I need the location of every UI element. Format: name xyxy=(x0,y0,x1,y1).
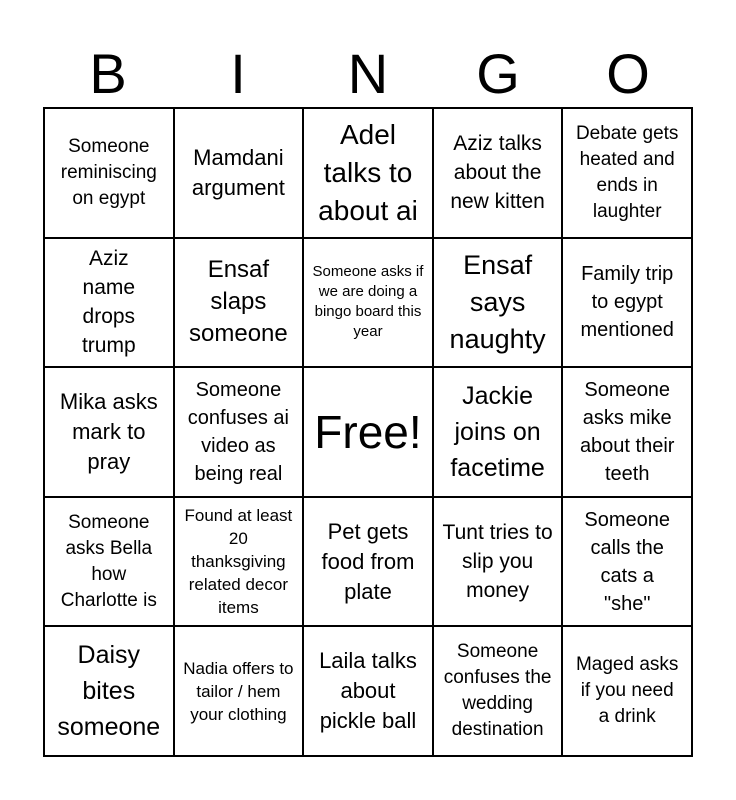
cell-text: Someone asks Bella how Charlotte is xyxy=(60,511,157,611)
bingo-cell[interactable] xyxy=(562,367,692,497)
cell-text: Adel talks to about ai xyxy=(318,118,418,226)
bingo-board xyxy=(43,107,693,757)
header-letter-g: G xyxy=(476,42,520,105)
cell-text: Pet gets food from plate xyxy=(321,518,415,604)
cell-text: Someone confuses the wedding destination xyxy=(443,641,552,741)
bingo-cell[interactable] xyxy=(562,497,692,627)
cell-text: Family trip to egypt mentioned xyxy=(580,263,674,342)
header-letter-b: B xyxy=(89,42,127,105)
cell-text: Debate gets heated and ends in laughter xyxy=(575,122,679,222)
cell-text: Maged asks if you need a drink xyxy=(575,654,679,728)
bingo-cell[interactable] xyxy=(303,626,433,756)
cell-text: Jackie joins on facetime xyxy=(450,381,545,482)
cell-text: Nadia offers to tailor / hem your clothing xyxy=(183,658,294,724)
header-letter-i: I xyxy=(230,42,246,105)
cell-text: Someone confuses ai video as being real xyxy=(187,378,289,485)
bingo-cell[interactable] xyxy=(44,238,174,368)
bingo-cell[interactable] xyxy=(303,367,433,497)
bingo-cell[interactable] xyxy=(303,238,433,368)
cell-text: Someone asks mike about their teeth xyxy=(579,378,675,485)
bingo-cell[interactable] xyxy=(44,497,174,627)
bingo-cell[interactable] xyxy=(44,108,174,238)
bingo-cell[interactable] xyxy=(433,238,563,368)
bingo-cell[interactable] xyxy=(174,108,304,238)
bingo-cell[interactable] xyxy=(562,238,692,368)
cell-text: Someone asks if we are doing a bingo board this year xyxy=(312,263,424,341)
cell-text: Someone calls the cats a "she" xyxy=(584,508,670,615)
cell-text: Tunt tries to slip you money xyxy=(442,521,553,603)
bingo-cell[interactable] xyxy=(303,108,433,238)
bingo-cell[interactable] xyxy=(562,108,692,238)
cell-text: Aziz talks about the new kitten xyxy=(450,132,545,214)
bingo-header xyxy=(43,40,693,108)
free-space: Free! xyxy=(314,405,422,458)
bingo-cell[interactable] xyxy=(562,626,692,756)
bingo-cell[interactable] xyxy=(174,497,304,627)
bingo-cell[interactable] xyxy=(174,626,304,756)
cell-text: Ensaf says naughty xyxy=(449,249,546,354)
bingo-cell[interactable] xyxy=(433,497,563,627)
bingo-cell[interactable] xyxy=(44,626,174,756)
bingo-cell[interactable] xyxy=(433,626,563,756)
cell-text: Daisy bites someone xyxy=(57,641,161,742)
cell-text: Someone reminiscing on egypt xyxy=(60,135,157,209)
bingo-cell[interactable] xyxy=(303,497,433,627)
cell-text: Found at least 20 thanksgiving related decor items xyxy=(184,506,293,618)
bingo-cell[interactable] xyxy=(174,238,304,368)
cell-text: Laila talks about pickle ball xyxy=(319,648,417,734)
header-letter-o: O xyxy=(606,42,650,105)
cell-text: Mika asks mark to pray xyxy=(59,388,158,474)
bingo-cell[interactable] xyxy=(433,367,563,497)
bingo-cell[interactable] xyxy=(174,367,304,497)
header-letter-n: N xyxy=(347,42,389,105)
cell-text: Aziz name drops trump xyxy=(81,247,136,358)
cell-text: Mamdani argument xyxy=(191,144,285,200)
cell-text: Ensaf slaps someone xyxy=(189,256,288,348)
bingo-cell[interactable] xyxy=(433,108,563,238)
bingo-cell[interactable] xyxy=(44,367,174,497)
